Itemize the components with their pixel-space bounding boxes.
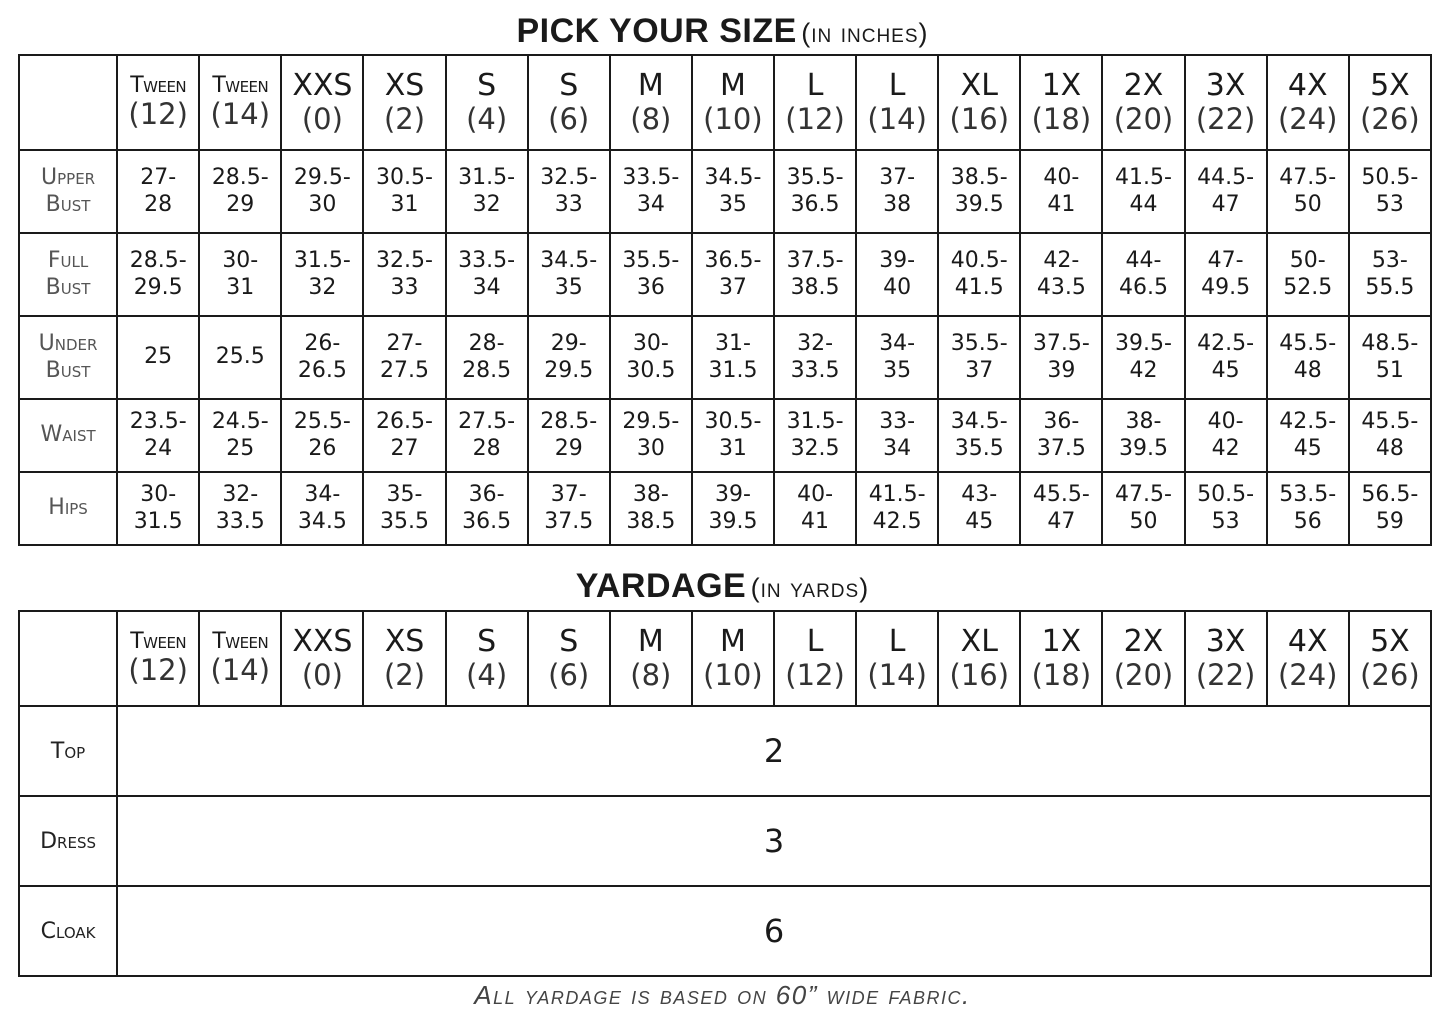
- size-label: Tween: [212, 629, 269, 655]
- yardage-size-header: [117, 611, 199, 706]
- measurement-value: 34- 35: [856, 316, 938, 399]
- yardage-row: [19, 796, 1431, 886]
- size-chart-size-header: [117, 55, 199, 150]
- measurement-value: 27.5- 28: [446, 399, 528, 472]
- measurement-label: Under Bust: [19, 316, 117, 399]
- measurement-value: 50.5- 53: [1185, 472, 1267, 545]
- size-label: 4X: [1287, 623, 1328, 659]
- measurement-value: 37.5- 38.5: [774, 233, 856, 316]
- size-chart-size-header: [610, 55, 692, 150]
- size-chart-table: [18, 54, 1432, 546]
- measurement-value: 30.5- 31: [692, 399, 774, 472]
- measurement-value: 44.5- 47: [1185, 150, 1267, 233]
- size-chart-size-header: [363, 55, 445, 150]
- size-number: (26): [1360, 102, 1420, 137]
- size-label: XXS: [292, 67, 353, 103]
- yardage-row: [19, 706, 1431, 796]
- measurement-value: 36.5- 37: [692, 233, 774, 316]
- yardage-size-header: [528, 611, 610, 706]
- measurement-row: [19, 233, 1431, 316]
- measurement-value: 29.5- 30: [610, 399, 692, 472]
- measurement-value: 27- 28: [117, 150, 199, 233]
- size-chart-title: [0, 12, 1445, 51]
- size-chart-size-header: [856, 55, 938, 150]
- size-label: XL: [960, 623, 998, 659]
- yardage-corner-cell: [19, 611, 117, 706]
- measurement-value: 34- 34.5: [281, 472, 363, 545]
- yardage-size-header: [856, 611, 938, 706]
- size-label: 1X: [1041, 623, 1082, 659]
- measurement-value: 40- 41: [774, 472, 856, 545]
- measurement-value: 26- 26.5: [281, 316, 363, 399]
- measurement-value: 35.5- 36.5: [774, 150, 856, 233]
- measurement-value: 32.5- 33: [363, 233, 445, 316]
- size-label: S: [559, 67, 579, 103]
- size-label: S: [559, 623, 579, 659]
- size-number: (16): [949, 658, 1010, 693]
- size-chart-size-header: [774, 55, 856, 150]
- size-chart-size-header: [1267, 55, 1349, 150]
- size-label: Tween: [212, 73, 269, 99]
- measurement-value: 31.5- 32: [281, 233, 363, 316]
- size-number: (14): [210, 97, 271, 132]
- measurement-value: 26.5- 27: [363, 399, 445, 472]
- size-label: L: [806, 67, 824, 103]
- measurement-value: 36- 36.5: [446, 472, 528, 545]
- size-chart-heading: PICK YOUR SIZE: [516, 12, 797, 50]
- measurement-row: [19, 150, 1431, 233]
- measurement-value: 32- 33.5: [199, 472, 281, 545]
- size-number: (12): [128, 653, 188, 688]
- size-chart-header-row: [19, 55, 1431, 150]
- measurement-value: 34.5- 35: [528, 233, 610, 316]
- size-chart-corner-cell: [19, 55, 117, 150]
- measurement-value: 41.5- 42.5: [856, 472, 938, 545]
- size-number: (20): [1113, 102, 1174, 137]
- measurement-value: 38.5- 39.5: [938, 150, 1020, 233]
- size-label: 4X: [1287, 67, 1328, 103]
- size-label: M: [637, 67, 664, 103]
- yardage-size-header: [692, 611, 774, 706]
- measurement-value: 42.5- 45: [1185, 316, 1267, 399]
- size-number: (18): [1031, 658, 1092, 693]
- yardage-value: 2: [117, 706, 1431, 796]
- measurement-value: 37.5- 39: [1020, 316, 1102, 399]
- size-chart-size-header: [199, 55, 281, 150]
- garment-label: Dress: [19, 796, 117, 886]
- measurement-value: 31.5- 32.5: [774, 399, 856, 472]
- size-number: (24): [1277, 102, 1338, 137]
- measurement-value: 40- 42: [1185, 399, 1267, 472]
- yardage-size-header: [199, 611, 281, 706]
- measurement-value: 25.5- 26: [281, 399, 363, 472]
- measurement-value: 48.5- 51: [1349, 316, 1431, 399]
- measurement-value: 39.5- 42: [1102, 316, 1184, 399]
- yardage-size-header: [1020, 611, 1102, 706]
- measurement-value: 42.5- 45: [1267, 399, 1349, 472]
- size-label: M: [720, 623, 746, 659]
- measurement-value: 28.5- 29: [528, 399, 610, 472]
- size-label: 3X: [1205, 623, 1246, 659]
- yardage-value: 6: [117, 886, 1431, 976]
- size-label: M: [637, 623, 664, 659]
- measurement-value: 56.5- 59: [1349, 472, 1431, 545]
- measurement-value: 45.5- 48: [1267, 316, 1349, 399]
- measurement-value: 39- 39.5: [692, 472, 774, 545]
- yardage-header-row: [19, 611, 1431, 706]
- measurement-value: 30- 30.5: [610, 316, 692, 399]
- yardage-size-header: [281, 611, 363, 706]
- measurement-value: 28- 28.5: [446, 316, 528, 399]
- size-label: XL: [960, 67, 998, 103]
- size-number: (6): [548, 102, 590, 137]
- size-number: (14): [867, 658, 927, 693]
- yardage-size-header: [1349, 611, 1431, 706]
- size-chart-size-header: [446, 55, 528, 150]
- size-label: Tween: [130, 73, 187, 99]
- size-label: XS: [384, 67, 425, 103]
- size-number: (8): [630, 102, 672, 137]
- size-number: (4): [466, 102, 508, 137]
- size-chart-size-header: [1020, 55, 1102, 150]
- size-label: 2X: [1123, 67, 1164, 103]
- size-chart-size-header: [1349, 55, 1431, 150]
- yardage-size-header: [446, 611, 528, 706]
- yardage-size-header: [1102, 611, 1184, 706]
- yardage-unit: (in yards): [750, 573, 870, 603]
- size-number: (2): [383, 102, 426, 137]
- size-label: 5X: [1370, 67, 1410, 103]
- size-number: (2): [383, 658, 426, 693]
- measurement-value: 41.5- 44: [1102, 150, 1184, 233]
- size-chart-unit: (in inches): [801, 18, 929, 48]
- size-label: 2X: [1123, 623, 1164, 659]
- measurement-label: Upper Bust: [19, 150, 117, 233]
- size-number: (0): [301, 102, 343, 137]
- measurement-value: 28.5- 29.5: [117, 233, 199, 316]
- size-chart-size-header: [528, 55, 610, 150]
- measurement-row: [19, 472, 1431, 545]
- size-label: 1X: [1041, 67, 1082, 103]
- size-chart-size-header: [692, 55, 774, 150]
- measurement-value: 44- 46.5: [1102, 233, 1184, 316]
- yardage-size-header: [363, 611, 445, 706]
- size-number: (6): [548, 658, 590, 693]
- size-label: 5X: [1370, 623, 1410, 659]
- measurement-value: 29- 29.5: [528, 316, 610, 399]
- measurement-value: 33.5- 34: [446, 233, 528, 316]
- size-number: (8): [630, 658, 672, 693]
- yardage-row: [19, 886, 1431, 976]
- measurement-value: 30.5- 31: [363, 150, 445, 233]
- measurement-value: 38- 38.5: [610, 472, 692, 545]
- yardage-size-header: [938, 611, 1020, 706]
- size-number: (18): [1031, 102, 1092, 137]
- measurement-value: 38- 39.5: [1102, 399, 1184, 472]
- measurement-value: 30- 31.5: [117, 472, 199, 545]
- yardage-size-header: [774, 611, 856, 706]
- yardage-table: [18, 610, 1432, 977]
- yardage-size-header: [610, 611, 692, 706]
- measurement-value: 34.5- 35: [692, 150, 774, 233]
- size-label: 3X: [1205, 67, 1246, 103]
- measurement-value: 35.5- 36: [610, 233, 692, 316]
- measurement-value: 31- 31.5: [692, 316, 774, 399]
- size-number: (0): [301, 658, 343, 693]
- measurement-value: 31.5- 32: [446, 150, 528, 233]
- measurement-value: 47.5- 50: [1267, 150, 1349, 233]
- size-chart-size-header: [1185, 55, 1267, 150]
- size-number: (10): [703, 658, 763, 693]
- measurement-value: 33.5- 34: [610, 150, 692, 233]
- measurement-row: [19, 399, 1431, 472]
- size-label: S: [477, 623, 497, 659]
- measurement-value: 33- 34: [856, 399, 938, 472]
- yardage-title: [0, 567, 1445, 606]
- measurement-value: 47- 49.5: [1185, 233, 1267, 316]
- measurement-value: 30- 31: [199, 233, 281, 316]
- size-label: XXS: [292, 623, 353, 659]
- measurement-value: 43- 45: [938, 472, 1020, 545]
- measurement-label: Full Bust: [19, 233, 117, 316]
- measurement-label: Waist: [19, 399, 117, 472]
- measurement-value: 34.5- 35.5: [938, 399, 1020, 472]
- size-number: (12): [785, 658, 845, 693]
- yardage-value: 3: [117, 796, 1431, 886]
- size-number: (20): [1113, 658, 1174, 693]
- size-number: (22): [1195, 102, 1256, 137]
- size-label: XS: [384, 623, 425, 659]
- measurement-value: 42- 43.5: [1020, 233, 1102, 316]
- measurement-value: 29.5- 30: [281, 150, 363, 233]
- size-label: L: [888, 623, 906, 659]
- measurement-value: 37- 37.5: [528, 472, 610, 545]
- measurement-value: 47.5- 50: [1102, 472, 1184, 545]
- measurement-row: [19, 316, 1431, 399]
- measurement-label: Hips: [19, 472, 117, 545]
- measurement-value: 25: [117, 316, 199, 399]
- size-label: L: [806, 623, 824, 659]
- measurement-value: 36- 37.5: [1020, 399, 1102, 472]
- measurement-value: 45.5- 48: [1349, 399, 1431, 472]
- size-label: Tween: [130, 629, 187, 655]
- measurement-value: 35.5- 37: [938, 316, 1020, 399]
- size-label: M: [720, 67, 746, 103]
- measurement-value: 39- 40: [856, 233, 938, 316]
- garment-label: Top: [19, 706, 117, 796]
- yardage-size-header: [1185, 611, 1267, 706]
- yardage-size-header: [1267, 611, 1349, 706]
- size-number: (26): [1360, 658, 1420, 693]
- yardage-footnote: All yardage is based on 60” wide fabric.: [474, 980, 971, 1010]
- size-chart-size-header: [1102, 55, 1184, 150]
- size-number: (14): [867, 102, 927, 137]
- size-chart-size-header: [938, 55, 1020, 150]
- size-number: (22): [1195, 658, 1256, 693]
- measurement-value: 45.5- 47: [1020, 472, 1102, 545]
- size-number: (12): [128, 97, 188, 132]
- measurement-value: 40.5- 41.5: [938, 233, 1020, 316]
- size-chart-size-header: [281, 55, 363, 150]
- measurement-value: 32- 33.5: [774, 316, 856, 399]
- size-number: (24): [1277, 658, 1338, 693]
- size-label: L: [888, 67, 906, 103]
- size-number: (4): [466, 658, 508, 693]
- measurement-value: 37- 38: [856, 150, 938, 233]
- measurement-value: 53.5- 56: [1267, 472, 1349, 545]
- size-number: (16): [949, 102, 1010, 137]
- measurement-value: 50- 52.5: [1267, 233, 1349, 316]
- measurement-value: 28.5- 29: [199, 150, 281, 233]
- size-number: (10): [703, 102, 763, 137]
- measurement-value: 50.5- 53: [1349, 150, 1431, 233]
- measurement-value: 24.5- 25: [199, 399, 281, 472]
- measurement-value: 25.5: [199, 316, 281, 399]
- garment-label: Cloak: [19, 886, 117, 976]
- size-number: (12): [785, 102, 845, 137]
- measurement-value: 40- 41: [1020, 150, 1102, 233]
- measurement-value: 53- 55.5: [1349, 233, 1431, 316]
- yardage-heading: YARDAGE: [575, 567, 747, 605]
- measurement-value: 32.5- 33: [528, 150, 610, 233]
- measurement-value: 23.5- 24: [117, 399, 199, 472]
- measurement-value: 27- 27.5: [363, 316, 445, 399]
- size-label: S: [477, 67, 497, 103]
- measurement-value: 35- 35.5: [363, 472, 445, 545]
- size-number: (14): [210, 653, 271, 688]
